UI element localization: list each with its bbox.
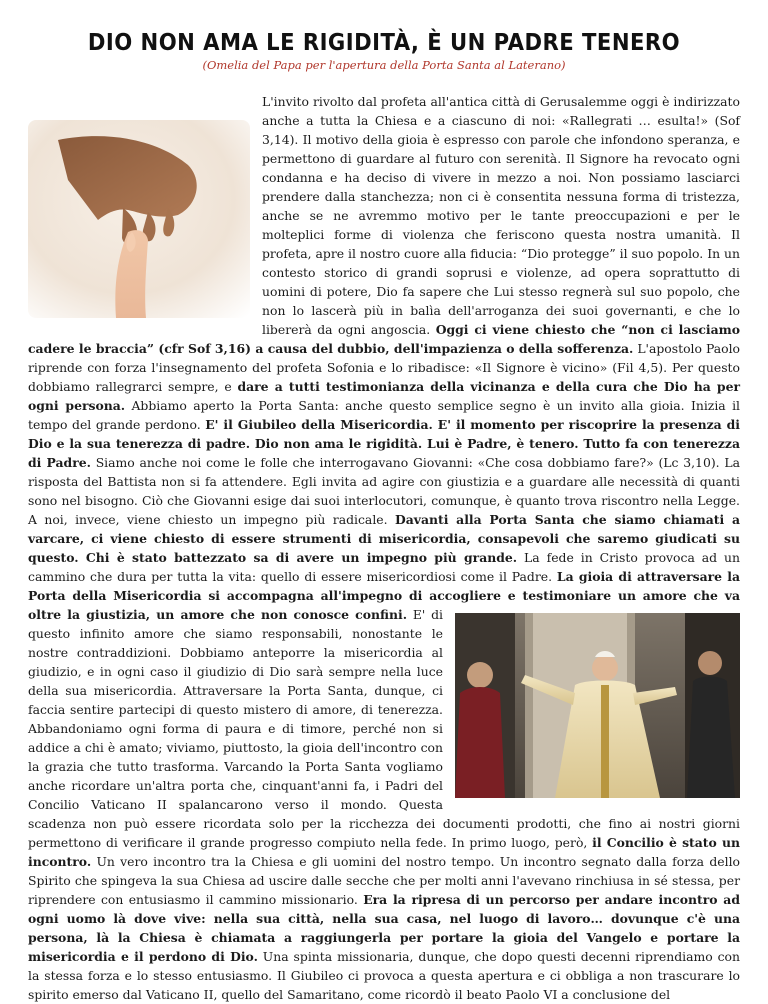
bold-text-run: E' il Giubileo della Misericordia. E' il momento per riscoprire la presenza di Dio e la sua tenerezza di padre. Dio non ama le rigidità. Lui è Padre, è tenero. Tutto fa con tenerezza di Padre. xyxy=(28,417,740,470)
text-run: Abbiamo aperto la Porta Santa: anche questo semplice segno è un invito alla gioia. Inizia il tempo del grande perdono. xyxy=(28,398,740,432)
article-body xyxy=(28,92,740,1004)
document-page xyxy=(28,30,740,1004)
text-run: L'apostolo Paolo riprende con forza l'insegnamento del profeta Sofonia e lo ribadisce: «Il Signore è vicino» (Fil 4,5). Per questo dobbiamo rallegrarci sempre, e xyxy=(28,341,741,394)
bold-text-run: Oggi ci viene chiesto che “non ci lasciamo cadere le braccia” (cfr Sof 3,16) a causa del dubbio, dell'impazienza o della sofferenza. xyxy=(28,322,741,356)
text-run: La fede in Cristo provoca ad un cammino che dura per tutta la vita: quello di essere misericordiosi come il Padre. xyxy=(28,550,741,584)
pope-photo xyxy=(455,613,740,798)
bold-text-run: il Concilio è stato un incontro. xyxy=(28,835,740,869)
page-title: DIO NON AMA LE RIGIDITÀ, È UN PADRE TENERO xyxy=(87,30,681,56)
text-run: E' di questo infinito amore che siamo responsabili, nonostante le nostre contraddizioni. Dobbiamo anteporre la misericordia al giudizio, e in ogni caso il giudizio di Dio sarà sempre nella luce della sua misericordia. Attraversare la Porta Santa, dunque, ci faccia sentire partecipi di questo mistero di amore, di tenerezza. Abbandoniamo ogni forma di paura e di timore, perché non si addice a chi è amato; viviamo, piuttosto, la gioia dell'incontro con la grazia che tutto trasforma. Varcando la Porta Santa vogliamo anche ricordare un'altra porta che, cinquant'anni fa, i Padri del Concilio Vaticano II spalancarono verso il mondo. Questa scadenza non può essere ricordata solo per la ricchezza dei documenti prodotti, che fino ai nostri giorni permettono di verificare il grande progresso compiuto nella fede. In primo luogo, però, xyxy=(28,607,740,850)
bold-text-run: Davanti alla Porta Santa che siamo chiamati a varcare, ci viene chiesto di essere strumenti di misericordia, consapevoli che saremo giudicati su questo. Chi è stato battezzato sa di avere un impegno più grande. xyxy=(28,512,740,565)
hands-photo xyxy=(28,120,250,318)
page-subtitle: (Omelia del Papa per l'apertura della Porta Santa al Laterano) xyxy=(202,58,566,72)
text-run: Una spinta missionaria, dunque, che dopo questi decenni riprendiamo con la stessa forza e lo stesso entusiasmo. Il Giubileo ci provoca a questa apertura e ci obbliga a non trascurare lo spirito emerso dal Vaticano II, quello del Samaritano, come ricordò il beato Paolo VI a conclusione del xyxy=(28,949,740,1002)
text-run: Un vero incontro tra la Chiesa e gli uomini del nostro tempo. Un incontro segnato dalla forza dello Spirito che spingeva la sua Chiesa ad uscire dalle secche che per molti anni l'avevano rinchiusa in sé stessa, per riprendere con entusiasmo il cammino missionario. xyxy=(28,854,740,907)
bold-text-run: dare a tutti testimonianza della vicinanza e della cura che Dio ha per ogni persona. xyxy=(28,379,740,413)
bold-text-run: La gioia di attraversare la Porta della Misericordia si accompagna all'impegno di accogliere e testimoniare un amore che va oltre la giustizia, un amore che non conosce confini. xyxy=(28,569,741,622)
bold-text-run: Era la ripresa di un percorso per andare incontro ad ogni uomo là dove vive: nella sua città, nella sua casa, nel luogo di lavoro… dovunque c'è una persona, là la Chiesa è chiamata a raggiungerla per portare la gioia del Vangelo e portare la misericordia e il perdono di Dio. xyxy=(28,892,741,964)
text-run: L'invito rivolto dal profeta all'antica città di Gerusalemme oggi è indirizzato anche a tutta la Chiesa e a ciascuno di noi: «Rallegrati … esulta!» (Sof 3,14). Il motivo della gioia è espresso con parole che infondono speranza, e permettono di guardare al futuro con serenità. Il Signore ha revocato ogni condanna e ha deciso di vivere in mezzo a noi. Non possiamo lasciarci prendere dalla stanchezza; non ci è consentita nessuna forma di tristezza, anche se ne avremmo motivo per le tante preoccupazioni e per le molteplici forme di violenza che feriscono questa nostra umanità. Il profeta, apre il nostro cuore alla fiducia: “Dio protegge” il suo popolo. In un contesto storico di grandi soprusi e violenze, ad opera soprattutto di uomini di potere, Dio fa sapere che Lui stesso regnerà sul suo popolo, che non lo lascerà più in balìa dell'arroganza dei suoi governanti, e che lo libererà da ogni angoscia. xyxy=(262,94,740,337)
text-run: Siamo anche noi come le folle che interrogavano Giovanni: «Che cosa dobbiamo fare?» (Lc 3,10). La risposta del Battista non si fa attendere. Egli invita ad agire con giustizia e a guardare alle necessità di quanti sono nel bisogno. Ciò che Giovanni esige dai suoi interlocutori, comunque, è quanto trova riscontro nella Legge. A noi, invece, viene chiesto un impegno più radicale. xyxy=(28,455,740,527)
